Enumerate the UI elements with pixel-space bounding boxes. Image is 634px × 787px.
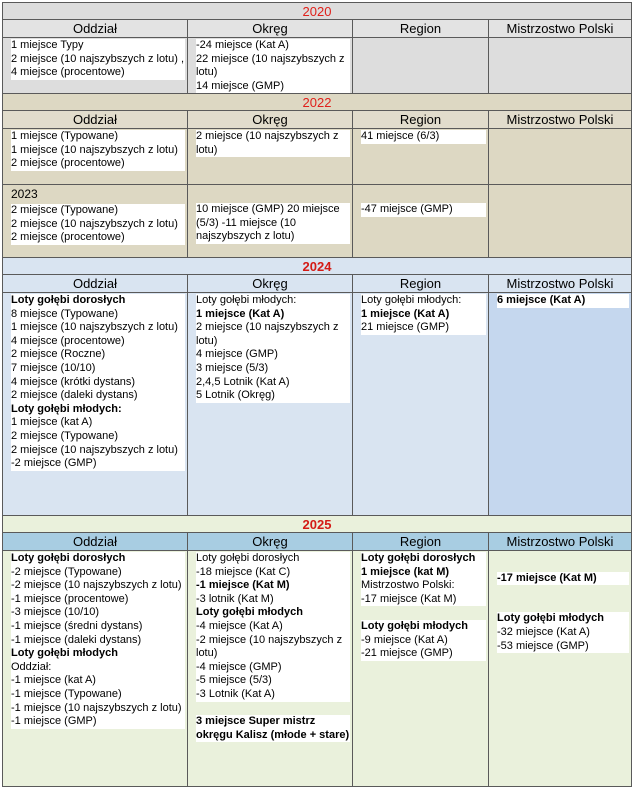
result-line: 2 miejsce (Typowane) [11,204,185,218]
result-line: 2 miejsce (Roczne) [11,348,185,362]
result-line: -2 miejsce (GMP) [11,457,185,471]
cell-2024-mp [489,293,631,515]
cell-2022-mp [489,129,631,184]
result-line-highlight: 6 miejsce (Kat A) [497,294,629,308]
result-line: 10 miejsce (GMP) 20 miejsce (5/3) -11 miejsce (10 najszybszych z lotu) [196,203,350,244]
result-line: -2 miejsce (Typowane) [11,566,185,580]
result-line: -1 miejsce (10 najszybszych z lotu) [11,702,185,716]
spacer [497,552,629,566]
spacer [497,599,629,613]
results-row-2023 [3,185,631,258]
result-line: -24 miejsce (Kat A) [196,39,350,53]
results-row-2020 [3,38,631,94]
result-line: -4 miejsce (Kat A) [196,620,350,634]
header-row-2022 [3,111,631,129]
cell-2024-region [353,293,489,515]
year-2020-heading: 2020 [3,3,631,20]
cell-2022-okreg [188,129,353,184]
cell-2022-region [353,129,489,184]
section-subtitle: Mistrzostwo Polski: [361,579,486,593]
col-oddzial: Oddział [3,111,188,128]
result-line: 2 miejsce (10 najszybszych z lotu) [11,218,185,232]
cell-2025-oddzial [3,551,188,786]
result-line: -3 miejsce (10/10) [11,606,185,620]
result-line: 2 miejsce (procentowe) [11,231,185,245]
section-title: Loty gołębi dorosłych [11,552,185,566]
col-mp: Mistrzostwo Polski [489,533,631,550]
spacer [196,702,350,716]
result-line-highlight: 1 miejsce (kat M) [361,566,486,580]
results-row-2024 [3,293,631,516]
year-2023-label: 2023 [11,187,38,201]
result-line: 4 miejsce (procentowe) [11,335,185,349]
cell-2025-okreg [188,551,353,786]
col-oddzial: Oddział [3,533,188,550]
result-line: 2 miejsce (10 najszybszych z lotu) [11,444,185,458]
cell-2023-region [353,185,489,257]
header-row-2025 [3,533,631,551]
section-title: Loty gołębi młodych [11,647,185,661]
result-line: -21 miejsce (GMP) [361,647,486,661]
header-row-2020 [3,20,631,38]
results-row-2025 [3,551,631,786]
result-line: 14 miejsce (GMP) [196,80,350,94]
col-okreg: Okręg [188,533,353,550]
section-title: Loty gołębi dorosłych [11,294,185,308]
result-line: -9 miejsce (Kat A) [361,634,486,648]
cell-2020-okreg [188,38,353,93]
col-okreg: Okręg [188,111,353,128]
col-okreg: Okręg [188,275,353,292]
col-region: Region [353,111,489,128]
section-title: Loty gołębi dorosłych [196,552,350,566]
result-line: 4 miejsce (GMP) [196,348,350,362]
result-line: -5 miejsce (5/3) [196,674,350,688]
result-line: -53 miejsce (GMP) [497,640,629,654]
header-row-2024 [3,275,631,293]
result-line: 21 miejsce (GMP) [361,321,486,335]
cell-2023-mp [489,185,631,257]
result-line: 4 miejsce (krótki dystans) [11,376,185,390]
result-line: 1 miejsce (10 najszybszych z lotu) [11,321,185,335]
cell-2020-region [353,38,489,93]
results-row-2022 [3,129,631,185]
result-line: 22 miejsce (10 najszybszych z lotu) [196,53,350,80]
result-line: -1 miejsce (procentowe) [11,593,185,607]
result-line: 2 miejsce (Typowane) [11,430,185,444]
result-line: -47 miejsce (GMP) [361,203,486,217]
year-2025-heading: 2025 [3,516,631,533]
section-subtitle: Oddział: [11,661,185,675]
section-title: Loty gołębi młodych: [11,403,185,417]
result-line: -1 miejsce (średni dystans) [11,620,185,634]
col-mp: Mistrzostwo Polski [489,275,631,292]
result-line: 1 miejsce (10 najszybszych z lotu) [11,144,185,158]
section-title: Loty gołębi młodych: [196,294,350,308]
cell-2020-mp [489,38,631,93]
cell-2022-oddzial [3,129,188,184]
section-title: Loty gołębi dorosłych [361,552,486,566]
cell-2024-okreg [188,293,353,515]
col-oddzial: Oddział [3,20,188,37]
section-title: Loty gołębi młodych: [361,294,486,308]
result-line: -32 miejsce (Kat A) [497,626,629,640]
result-line: 2 miejsce (10 najszybszych z lotu) [196,130,350,157]
result-line: -4 miejsce (GMP) [196,661,350,675]
result-line: 4 miejsce (procentowe) [11,66,185,80]
col-region: Region [353,275,489,292]
col-oddzial: Oddział [3,275,188,292]
result-line: -2 miejsce (10 najszybszych z lotu) [11,579,185,593]
result-line: 2 miejsce (10 najszybszych z lotu) [196,321,350,348]
result-line: 41 miejsce (6/3) [361,130,486,144]
result-line-highlight: -1 miejsce (Kat M) [196,579,350,593]
super-champion-note: 3 miejsce Super mistrz okręgu Kalisz (młode + stare) [196,715,350,741]
cell-2023-oddzial [3,185,188,257]
cell-2025-region [353,551,489,786]
result-line: 1 miejsce (Typowane) [11,130,185,144]
spacer [361,606,486,620]
result-line: -3 lotnik (Kat M) [196,593,350,607]
result-line: 8 miejsce (Typowane) [11,308,185,322]
section-title: Loty gołębi młodych [497,612,629,626]
cell-2025-mp [489,551,631,786]
result-line: 2,4,5 Lotnik (Kat A) [196,376,350,390]
result-line: 1 miejsce (kat A) [11,416,185,430]
result-line-highlight: -17 miejsce (Kat M) [497,572,629,586]
result-line: 3 miejsce (5/3) [196,362,350,376]
result-line-highlight: 1 miejsce (Kat A) [196,308,350,322]
col-mp: Mistrzostwo Polski [506,21,614,36]
result-line: -1 miejsce (Typowane) [11,688,185,702]
result-line: -1 miejsce (kat A) [11,674,185,688]
result-line: -1 miejsce (GMP) [11,715,185,729]
result-line: 5 Lotnik (Okręg) [196,389,350,403]
spacer [497,585,629,599]
result-line: 7 miejsce (10/10) [11,362,185,376]
result-line: -3 Lotnik (Kat A) [196,688,350,702]
result-line-highlight: 1 miejsce (Kat A) [361,308,486,322]
result-line: 2 miejsce (daleki dystans) [11,389,185,403]
result-line: 1 miejsce Typy [11,39,185,53]
result-line: -2 miejsce (10 najszybszych z lotu) [196,634,350,661]
result-line: 2 miejsce (10 najszybszych z lotu) , [11,52,185,65]
result-line: -18 miejsce (Kat C) [196,566,350,580]
cell-2020-oddzial [3,38,188,93]
col-region: Region [353,20,489,37]
col-region: Region [353,533,489,550]
cell-2024-oddzial [3,293,188,515]
section-title: Loty gołębi młodych [361,620,486,634]
result-line: -17 miejsce (Kat M) [361,593,486,607]
results-table [2,2,632,787]
result-line: -1 miejsce (daleki dystans) [11,634,185,648]
year-2022-heading: 2022 [3,94,631,111]
result-line: 2 miejsce (procentowe) [11,157,185,171]
cell-2023-okreg [188,185,353,257]
col-mp: Mistrzostwo Polski [506,112,614,127]
col-okreg: Okręg [188,20,353,37]
year-2024-heading: 2024 [3,258,631,275]
section-title: Loty gołębi młodych [196,606,350,620]
